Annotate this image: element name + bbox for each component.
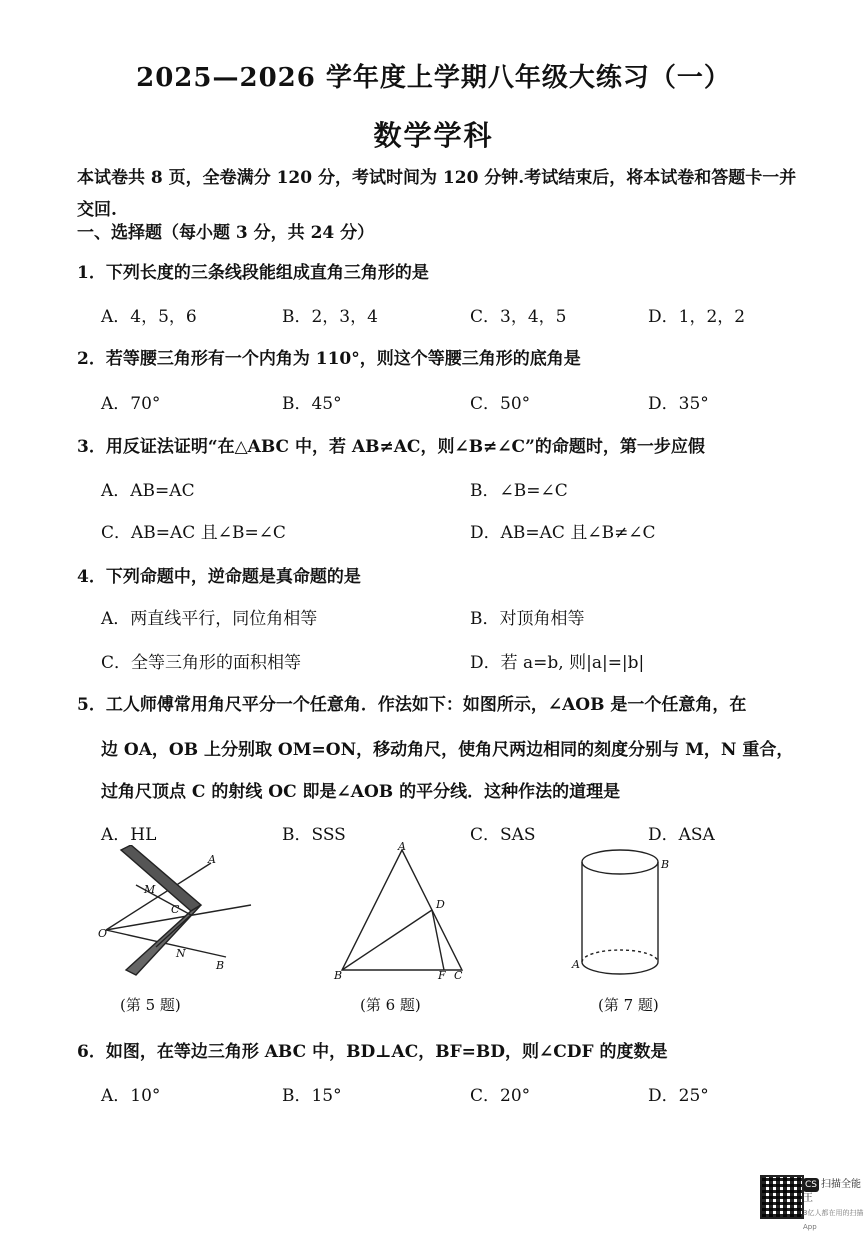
q3-option-b: B．∠B=∠C bbox=[470, 481, 568, 501]
fig6-label-d: D bbox=[436, 898, 445, 911]
fig5-label-c: C bbox=[171, 903, 180, 916]
fig5-label-b: B bbox=[216, 959, 225, 972]
q6-option-a: A．10° bbox=[101, 1086, 161, 1106]
q1-option-a: A．4，5，6 bbox=[101, 307, 197, 327]
figure-7-cylinder bbox=[570, 842, 680, 982]
q1-option-d: D．1，2，2 bbox=[648, 307, 746, 327]
q2-option-d: D．35° bbox=[648, 394, 709, 414]
fig5-label-a: A bbox=[208, 853, 216, 866]
q6-option-c: C．20° bbox=[470, 1086, 531, 1106]
qr-code-icon bbox=[760, 1175, 804, 1219]
figure-6-caption: (第 6 题) bbox=[360, 996, 421, 1014]
q3-option-a: A．AB=AC bbox=[101, 481, 195, 501]
q4-option-d: D．若 a=b, 则|a|=|b| bbox=[470, 653, 645, 673]
q4-option-c: C．全等三角形的面积相等 bbox=[101, 653, 302, 673]
question-3-stem: 3．用反证法证明“在△ABC 中，若 AB≠AC，则∠B≠∠C”的命题时，第一步应假 bbox=[77, 437, 705, 457]
scanner-tagline: 3亿人都在用的扫描App bbox=[803, 1209, 864, 1231]
q1-option-b: B．2，3，4 bbox=[282, 307, 378, 327]
question-5-stem-line-3: 过角尺顶点 C 的射线 OC 即是∠AOB 的平分线．这种作法的道理是 bbox=[101, 782, 621, 802]
q6-option-d: D．25° bbox=[648, 1086, 709, 1106]
figure-5-caption: (第 5 题) bbox=[120, 996, 181, 1014]
scanner-logo-icon: CS bbox=[805, 1180, 817, 1190]
fig5-label-o: O bbox=[98, 927, 108, 940]
q5-option-a: A．HL bbox=[101, 825, 157, 845]
question-4-stem: 4．下列命题中，逆命题是真命题的是 bbox=[77, 567, 361, 587]
fig6-label-a: A bbox=[398, 842, 406, 853]
q4-option-a: A．两直线平行，同位角相等 bbox=[101, 609, 318, 629]
q3-option-d: D．AB=AC 且∠B≠∠C bbox=[470, 523, 656, 543]
q2-option-a: A．70° bbox=[101, 394, 161, 414]
q1-option-c: C．3，4，5 bbox=[470, 307, 567, 327]
q3-option-c: C．AB=AC 且∠B=∠C bbox=[101, 523, 286, 543]
question-5-stem-line-2: 边 OA，OB 上分别取 OM=ON，移动角尺，使角尺两边相同的刻度分别与 M，N 重合， bbox=[101, 740, 794, 760]
figure-6-triangle bbox=[332, 842, 472, 982]
fig5-label-m: M bbox=[144, 883, 156, 896]
scanner-watermark bbox=[803, 1178, 867, 1234]
exam-title: 2025—2026 学年度上学期八年级大练习（一） bbox=[136, 63, 731, 93]
question-1-stem: 1．下列长度的三条线段能组成直角三角形的是 bbox=[77, 263, 429, 283]
q4-option-b: B．对顶角相等 bbox=[470, 609, 585, 629]
fig5-label-n: N bbox=[176, 947, 186, 960]
figure-5-angle-square bbox=[96, 845, 266, 980]
subject-title: 数学学科 bbox=[373, 119, 494, 152]
scanner-name: 扫描全能王 bbox=[803, 1179, 861, 1204]
fig6-label-c: C bbox=[454, 969, 463, 982]
q2-option-c: C．50° bbox=[470, 394, 531, 414]
question-5-stem-line-1: 5．工人师傅常用角尺平分一个任意角．作法如下：如图所示，∠AOB 是一个任意角，在 bbox=[77, 695, 747, 715]
q5-option-c: C．SAS bbox=[470, 825, 536, 845]
fig7-label-a: A bbox=[572, 958, 580, 971]
q5-option-b: B．SSS bbox=[282, 825, 346, 845]
q6-option-b: B．15° bbox=[282, 1086, 342, 1106]
q5-option-d: D．ASA bbox=[648, 825, 715, 845]
fig7-label-b: B bbox=[661, 858, 670, 871]
figure-7-caption: (第 7 题) bbox=[598, 996, 659, 1014]
fig6-label-f: F bbox=[438, 969, 446, 982]
question-2-stem: 2．若等腰三角形有一个内角为 110°，则这个等腰三角形的底角是 bbox=[77, 349, 581, 369]
exam-instructions: 本试卷共 8 页，全卷满分 120 分，考试时间为 120 分钟.考试结束后，将本试卷和答题卡一并交回. bbox=[77, 168, 797, 220]
question-6-stem: 6．如图，在等边三角形 ABC 中，BD⊥AC，BF=BD，则∠CDF 的度数是 bbox=[77, 1042, 668, 1062]
q2-option-b: B．45° bbox=[282, 394, 342, 414]
fig6-label-b: B bbox=[334, 969, 343, 982]
section-heading: 一、选择题（每小题 3 分，共 24 分） bbox=[77, 223, 375, 243]
